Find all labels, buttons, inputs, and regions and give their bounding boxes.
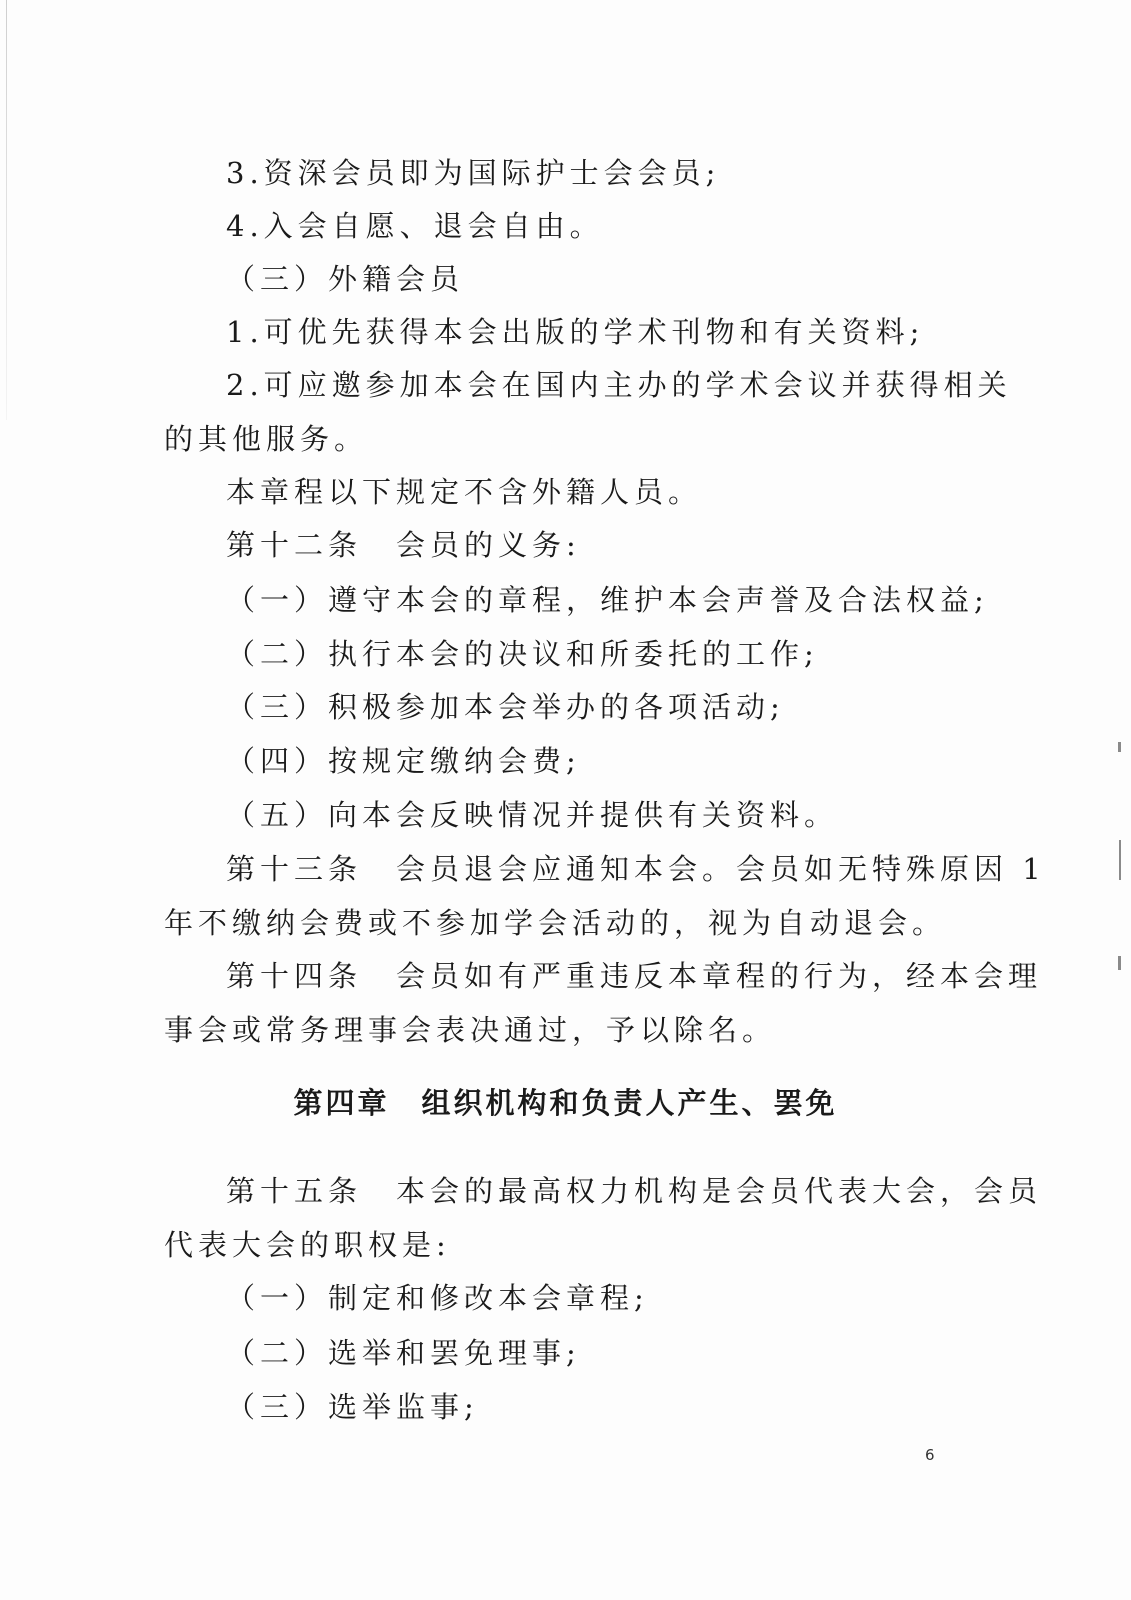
scan-mark: [1119, 840, 1121, 880]
list-item: （二）执行本会的决议和所委托的工作;: [226, 637, 819, 671]
scan-edge: [6, 0, 7, 420]
paragraph-line: 代表大会的职权是:: [164, 1228, 451, 1262]
article-line: 第十三条 会员退会应通知本会。会员如无特殊原因 1: [226, 852, 1046, 886]
article-line: 第十二条 会员的义务:: [226, 528, 581, 562]
paragraph-line: 事会或常务理事会表决通过，予以除名。: [164, 1013, 777, 1047]
list-item: （二）选举和罢免理事;: [226, 1336, 581, 1370]
list-item: （三）选举监事;: [226, 1390, 479, 1424]
paragraph-line: 1.可优先获得本会出版的学术刊物和有关资料;: [226, 315, 925, 349]
list-item: （一）制定和修改本会章程;: [226, 1281, 649, 1315]
scan-mark: [1118, 956, 1121, 970]
paragraph-line: 本章程以下规定不含外籍人员。: [226, 475, 703, 509]
list-item: （一）遵守本会的章程，维护本会声誉及合法权益;: [226, 583, 989, 617]
paragraph-line: 年不缴纳会费或不参加学会活动的，视为自动退会。: [164, 906, 947, 940]
article-line: 第十五条 本会的最高权力机构是会员代表大会，会员: [226, 1174, 1043, 1208]
list-item: （四）按规定缴纳会费;: [226, 744, 581, 778]
chapter-heading: 第四章 组织机构和负责人产生、罢免: [293, 1086, 838, 1120]
page-number: 6: [925, 1446, 935, 1464]
section-heading: （三）外籍会员: [226, 262, 465, 296]
scan-mark: [1118, 742, 1121, 752]
paragraph-line: 2.可应邀参加本会在国内主办的学术会议并获得相关: [226, 368, 1012, 402]
paragraph-line: 4.入会自愿、退会自由。: [226, 209, 604, 243]
paragraph-line: 3.资深会员即为国际护士会会员;: [226, 156, 721, 190]
article-line: 第十四条 会员如有严重违反本章程的行为，经本会理: [226, 959, 1043, 993]
list-item: （五）向本会反映情况并提供有关资料。: [226, 798, 839, 832]
paragraph-line: 的其他服务。: [164, 422, 369, 456]
list-item: （三）积极参加本会举办的各项活动;: [226, 690, 785, 724]
